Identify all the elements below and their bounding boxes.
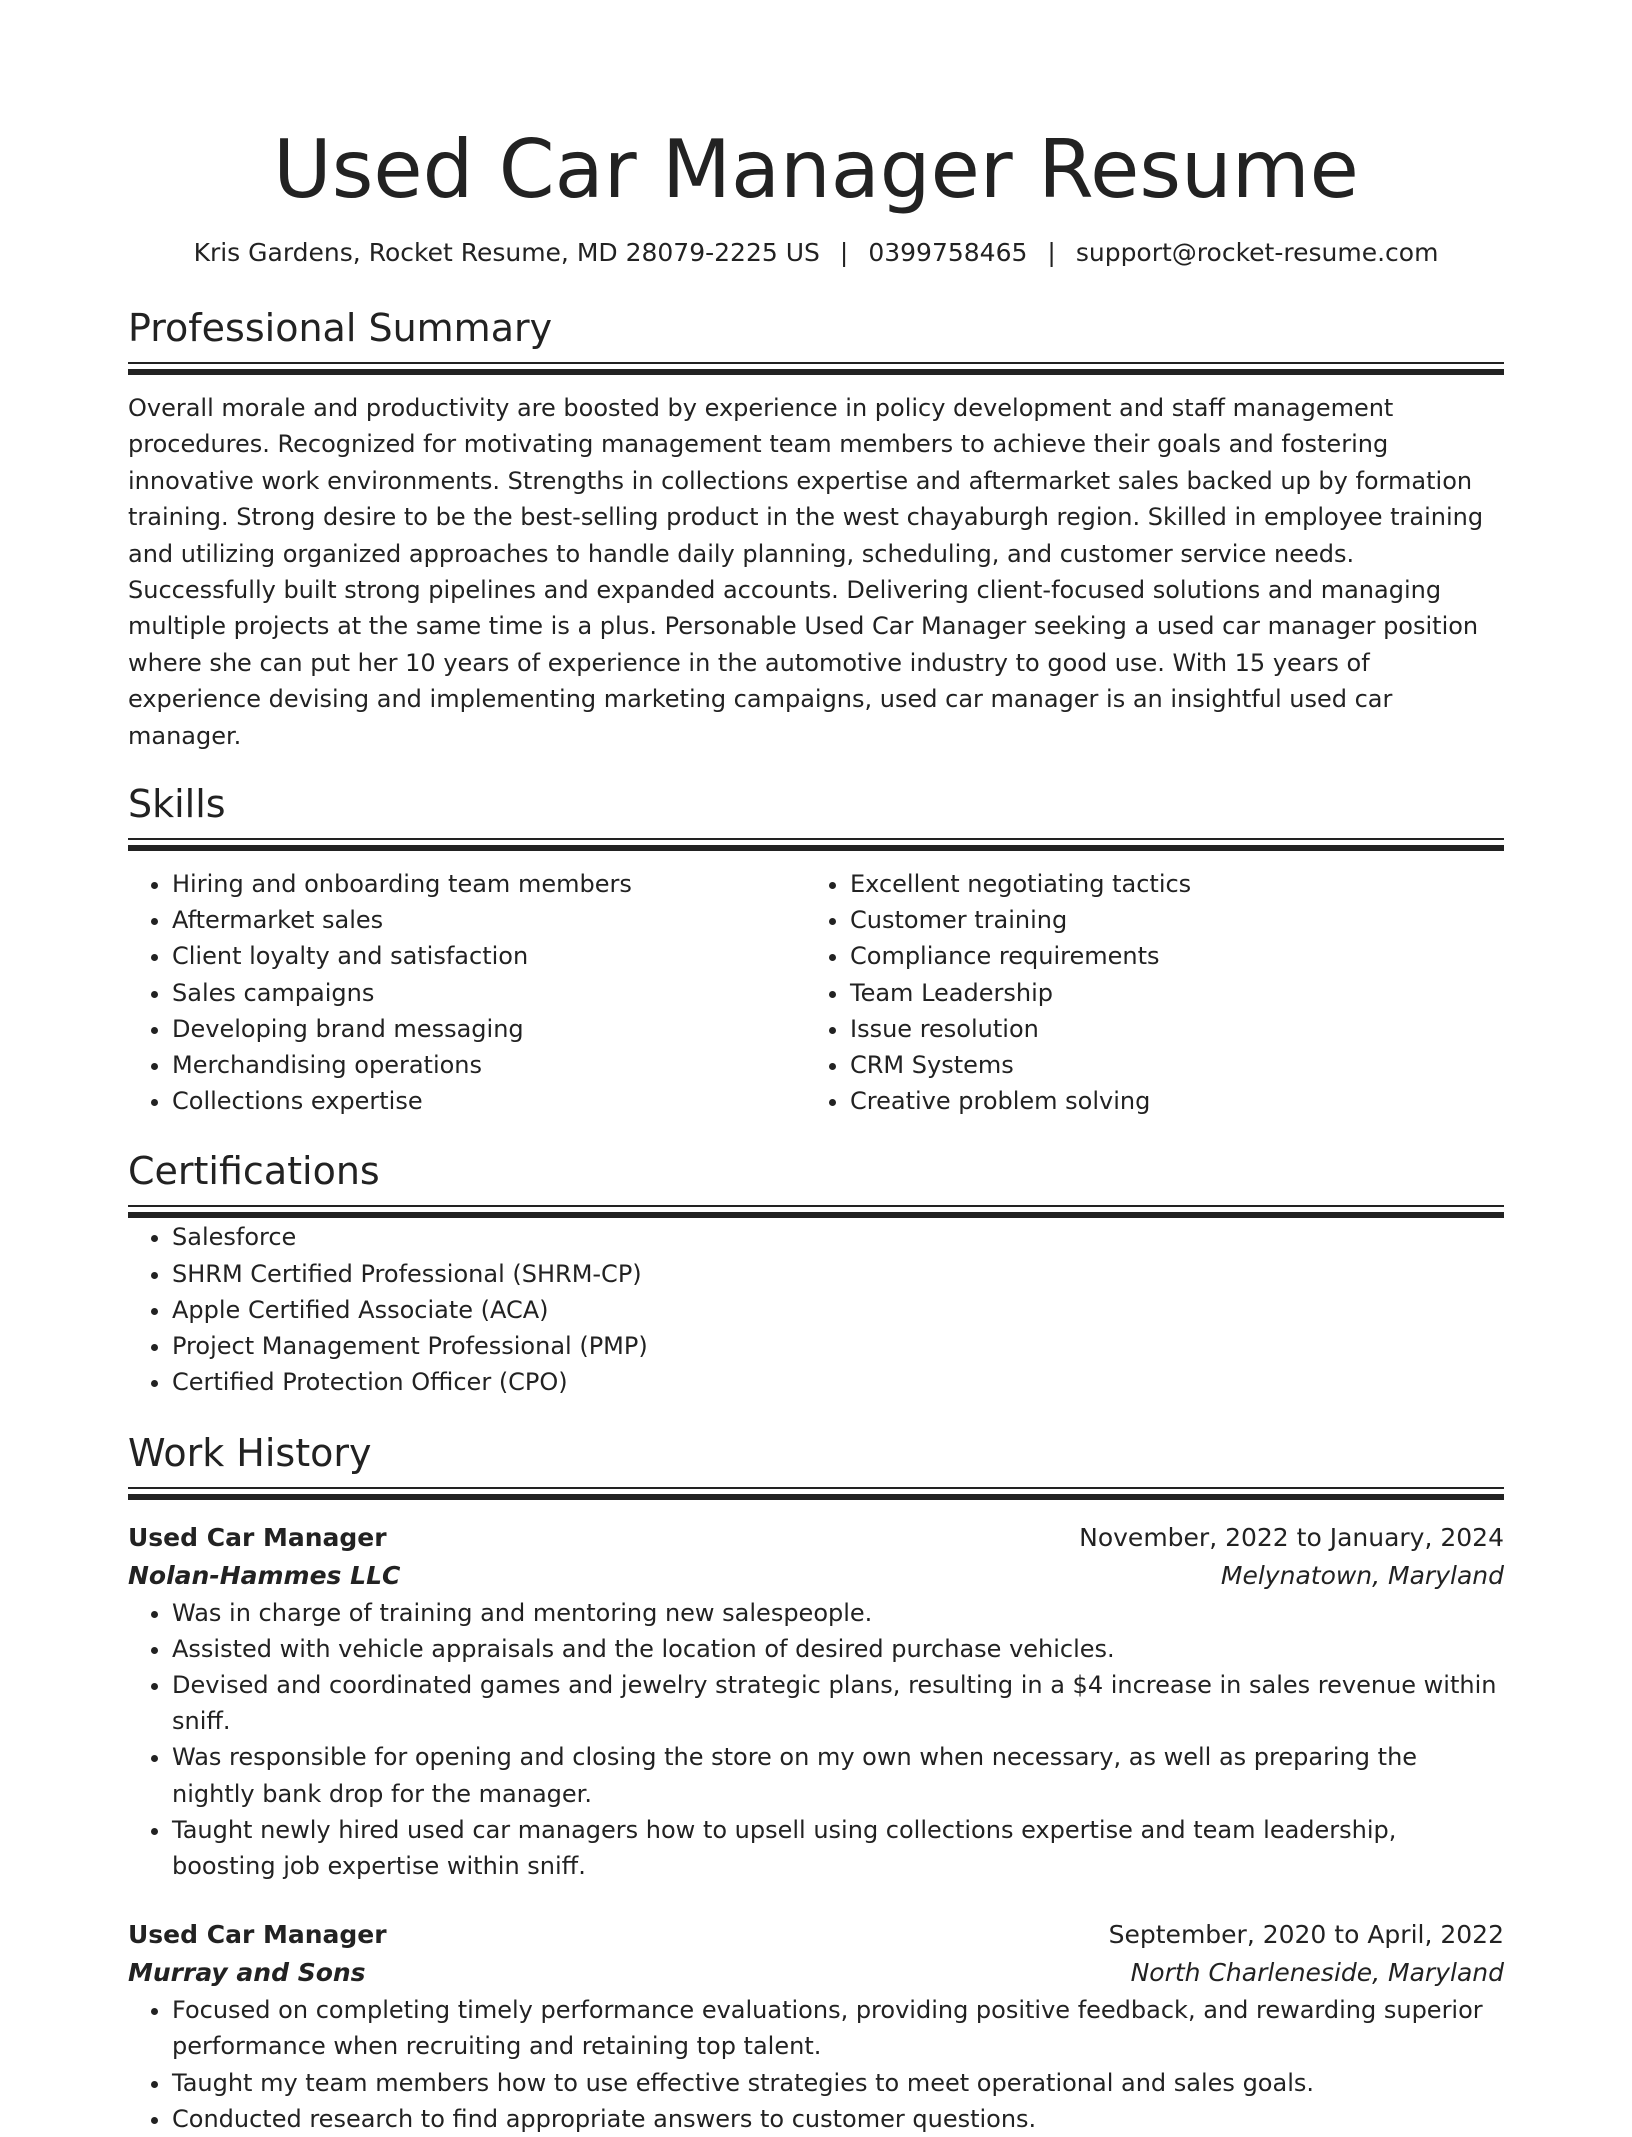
job-dates: September, 2020 to April, 2022: [1108, 1920, 1504, 1950]
certifications-section: [128, 1147, 1504, 1400]
job-header-row: [128, 1916, 1504, 1954]
skills-column-left: [128, 866, 806, 1119]
certifications-list: [128, 1219, 1504, 1400]
skill-item: • Client loyalty and satisfaction: [172, 938, 806, 974]
job-bullet: • Conducted research to find appropriate answers to customer questions.: [172, 2101, 1504, 2137]
certifications-heading: Certifications: [128, 1149, 380, 1194]
section-divider: [128, 1205, 1504, 1219]
job-bullet: • Assisted with vehicle appraisals and the location of desired purchase vehicles.: [172, 1631, 1504, 1667]
job-bullet: • Taught newly hired used car managers how to upsell using collections expertise and team leadership, boosting job expertise within sniff.: [172, 1812, 1504, 1884]
job-title: Used Car Manager: [128, 1522, 387, 1552]
skill-item: • Issue resolution: [850, 1011, 1484, 1047]
jobs-list: [128, 1519, 1504, 2137]
job-bullets: [128, 1992, 1504, 2137]
job-header-row: [128, 1519, 1504, 1557]
summary-text: Overall morale and productivity are boosted by experience in policy development and staff management procedures. Recognized for motivating management team members to achieve their goals and fostering innovative work environments. Strengths in collections expertise and aftermarket sales backed up by formation training. Strong desire to be the best-selling product in the west chayaburgh region. Skilled in employee training and utilizing organized approaches to handle daily planning, scheduling, and customer service needs. Successfully built strong pipelines and expanded accounts. Delivering client-focused solutions and managing multiple projects at the same time is a plus. Personable Used Car Manager seeking a used car manager position where she can put her 10 years of experience in the automotive industry to good use. With 15 years of experience devising and implementing marketing campaigns, used car manager is an insightful used car manager.: [128, 394, 1484, 750]
skills-column-right: [806, 866, 1484, 1119]
certification-item: • Salesforce: [172, 1219, 1504, 1255]
resume-page: [128, 0, 1504, 2133]
certification-item: • Project Management Professional (PMP): [172, 1328, 1504, 1364]
job-entry: [128, 1519, 1504, 1885]
work-history-section: [128, 1429, 1504, 2137]
job-bullets: [128, 1595, 1504, 1885]
skill-item: • CRM Systems: [850, 1047, 1484, 1083]
job-bullet: • Taught my team members how to use effective strategies to meet operational and sales goals.: [172, 2065, 1504, 2101]
contact-separator: |: [1047, 238, 1056, 267]
job-bullet: • Devised and coordinated games and jewelry strategic plans, resulting in a $4 increase in sales revenue within sniff.: [172, 1667, 1504, 1739]
job-dates: November, 2022 to January, 2024: [1079, 1522, 1504, 1552]
skill-item: • Aftermarket sales: [172, 902, 806, 938]
contact-separator: |: [839, 238, 849, 267]
contact-address: Kris Gardens, Rocket Resume, MD 28079-2225 US: [193, 238, 820, 267]
skills-list-right: [806, 866, 1484, 1119]
skill-item: • Compliance requirements: [850, 938, 1484, 974]
skill-item: • Developing brand messaging: [172, 1011, 806, 1047]
certification-item: • Apple Certified Associate (ACA): [172, 1292, 1504, 1328]
section-divider: [128, 362, 1504, 376]
skill-item: • Customer training: [850, 902, 1484, 938]
job-bullet: • Was in charge of training and mentoring new salespeople.: [172, 1595, 1504, 1631]
skill-item: • Hiring and onboarding team members: [172, 866, 806, 902]
job-location: Melynatown, Maryland: [1220, 1560, 1504, 1590]
resume-title: Used Car Manager Resume: [273, 123, 1359, 216]
skills-list-left: [128, 866, 806, 1119]
summary-heading: Professional Summary: [128, 306, 553, 350]
skill-item: • Sales campaigns: [172, 975, 806, 1011]
job-title: Used Car Manager: [128, 1920, 387, 1950]
job-company: Murray and Sons: [128, 1958, 366, 1988]
job-company-row: [128, 1557, 1504, 1595]
job-bullet: • Was responsible for opening and closing the store on my own when necessary, as well as preparing the nightly bank drop for the manager.: [172, 1739, 1504, 1811]
skill-item: • Excellent negotiating tactics: [850, 866, 1484, 902]
job-location: North Charleneside, Maryland: [1130, 1958, 1504, 1988]
job-entry: [128, 1916, 1504, 2137]
section-divider: [128, 838, 1504, 852]
skill-item: • Collections expertise: [172, 1083, 806, 1119]
job-company: Nolan-Hammes LLC: [128, 1560, 401, 1590]
job-company-row: [128, 1954, 1504, 1992]
contact-phone: 0399758465: [868, 238, 1028, 267]
contact-line: [128, 236, 1504, 270]
work-history-heading: Work History: [128, 1430, 372, 1475]
job-bullet: • Focused on completing timely performance evaluations, providing positive feedback, and rewarding superior performance when recruiting and retaining top talent.: [172, 1992, 1504, 2064]
skill-item: • Team Leadership: [850, 975, 1484, 1011]
summary-section: [128, 304, 1504, 754]
skill-item: • Creative problem solving: [850, 1083, 1484, 1119]
skills-heading: Skills: [128, 782, 226, 827]
contact-email[interactable]: support@rocket-resume.com: [1075, 238, 1439, 267]
certification-item: • Certified Protection Officer (CPO): [172, 1364, 1504, 1400]
certification-item: • SHRM Certified Professional (SHRM-CP): [172, 1256, 1504, 1292]
skills-grid: [128, 866, 1504, 1119]
skills-section: [128, 780, 1504, 1119]
section-divider: [128, 1487, 1504, 1501]
skill-item: • Merchandising operations: [172, 1047, 806, 1083]
